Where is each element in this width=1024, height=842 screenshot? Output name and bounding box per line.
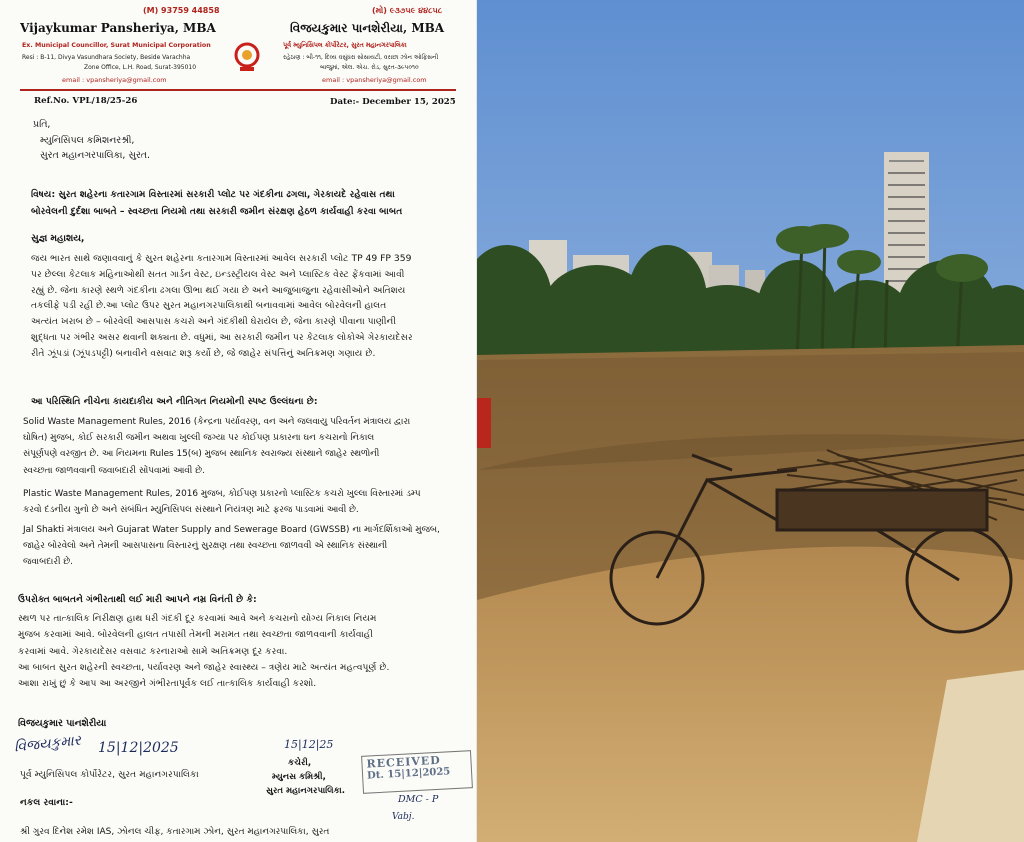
violation-solid-waste xyxy=(23,414,410,479)
request-heading: ઉપરોક્ત બાબતને ગંભીરતાથી લઈ મારી આપને નમ્ર વિનંતી છે કે: xyxy=(18,594,257,605)
left-email: email : vpansheriya@gmail.com xyxy=(62,76,167,84)
violation-line: જવાબદારી છે. xyxy=(23,557,73,568)
right-sender-name: વિજયકુમાર પાનશેરીયા, MBA xyxy=(290,21,445,35)
left-sender-title: Ex. Municipal Councillor, Surat Municipal Corporation xyxy=(22,42,211,49)
receipt-date-scribble: 15|12|25 xyxy=(284,738,334,751)
right-addr-line-2: બાજુમાં, એલ. એચ. રોડ, સુરત-૩૯૫૦૧૦ xyxy=(320,64,419,71)
letterhead-rule xyxy=(20,89,456,91)
recipient-line: સુરત મહાનગરપાલિકા, સુરત. xyxy=(40,150,150,162)
receipt-note: Vabj. xyxy=(392,812,415,822)
recipient-line: પ્રતિ, xyxy=(33,119,51,130)
left-phone: (M) 93759 44858 xyxy=(143,6,220,15)
body-line: પર છેલ્લા કેટલાક મહિનાઓથી સતત ગાર્ડન વેસ્ટ, ઇન્ડસ્ટ્રીયલ વેસ્ટ અને પ્લાસ્ટિક વેસ્ટ ફેંકવામાં આવી xyxy=(31,268,405,280)
stamp-date: Dt. 15|12|2025 xyxy=(366,766,451,782)
subject-block xyxy=(31,186,402,220)
handwritten-signature: વિજયકુમાર xyxy=(13,732,82,756)
site-photo-drawing xyxy=(477,0,1024,842)
emblem-logo xyxy=(230,40,264,74)
right-addr-line-1: રહેઠાણ : બી-૧૧, દિવ્ય વસુંધરા સોસાયટી, વરાછા ઝોન ઓફિસની xyxy=(283,54,439,61)
body-line: અત્યંત ખરાબ છે – બોરવેલી આસપાસ કચરો અને ગંદકીથી ઘેરાયેલ છે, જેના કારણે પીવાના પાણીની xyxy=(31,316,396,328)
body-line: રહ્યું છે. જેના કારણે સ્થળે ગંદકીના ઢગલા ઊભા થઈ ગયા છે અને આજુબાજુના રહેવાસીઓને અતિશય xyxy=(31,284,406,296)
request-paragraph xyxy=(18,611,389,692)
recipient-line: મ્યુનિસિપલ કમિશનરશ્રી, xyxy=(40,134,135,146)
request-line: આશા રાખું છું કે આપ આ અરજીને ગંભીરતાપૂર્વક લઈ તાત્કાલિક કાર્યવાહી કરશો. xyxy=(18,678,317,690)
violation-line: Jal Shakti મંત્રાલય અને Gujarat Water Supply and Sewerage Board (GWSSB) ના માર્ગદર્શિકાઓ મુજબ, xyxy=(23,525,440,535)
violation-line: સ્વચ્છતા જાળવવાની જવાબદારી સોંપવામાં આવી છે. xyxy=(23,465,205,476)
body-line: રીતે ઝૂંપડાં (ઝૂંપડપટ્ટી) બનાવીને વસવાટ શરૂ કર્યો છે, જે જાહેર સંપત્તિનું અતિક્રમણ ગણાય છે. xyxy=(31,347,376,359)
receipt-office-line: કચેરી, xyxy=(288,758,312,768)
handwritten-date: 15|12|2025 xyxy=(98,740,179,756)
receipt-office-line: સુરત મહાનગરપાલિકા. xyxy=(266,786,346,796)
letter-date: Date:- December 15, 2025 xyxy=(330,97,456,107)
violation-line: Solid Waste Management Rules, 2016 (કેન્દ્રના પર્યાવરણ, વન અને જલવાયુ પરિવર્તન મંત્રાલય દ્વારા xyxy=(23,417,411,427)
site-photo xyxy=(477,0,1024,842)
right-email: email : vpansheriya@gmail.com xyxy=(322,76,427,84)
violation-line: ઘોષિત) મુજબ, કોઈ સરકારી જમીન અથવા ખુલ્લી જગ્યા પર કોઈપણ પ્રકારના ઘન કચરાનો નિકાલ xyxy=(23,433,375,444)
complaint-letter xyxy=(0,0,476,842)
receipt-note: DMC - P xyxy=(398,794,439,805)
signatory-designation: પૂર્વ મ્યુનિસિપલ કોર્પોરેટર, સુરત મહાનગરપાલિકા xyxy=(20,769,199,780)
violation-line: Plastic Waste Management Rules, 2016 મુજબ, કોઈપણ પ્રકારનો પ્લાસ્ટિક કચરો ખુલ્લા વિસ્તારમાં ડમ્પ xyxy=(23,489,421,499)
person-red-shirt xyxy=(477,398,491,448)
body-paragraph xyxy=(31,251,413,362)
body-line: તકલીફે પડી રહી છે.આ પ્લોટ ઉપર સુરત મહાનગરપાલિકાથી બનાવવામાં આવેલ બોરવેલની હાલત xyxy=(31,300,387,312)
right-phone: (મો) ૯૩૭૫૯ ૪૪૮૫૮ xyxy=(372,6,443,15)
stamp-text: RECEIVED xyxy=(366,753,442,771)
left-resi-line-2: Zone Office, L.H. Road, Surat-395010 xyxy=(84,64,197,71)
left-sender-name: Vijaykumar Pansheriya, MBA xyxy=(20,21,216,35)
body-line: જય ભારત સાથે જણાવવાનું કે સુરત શહેરના કતારગામ વિસ્તારમાં આવેલ સરકારી પ્લોટ TP 49 FP 359 xyxy=(31,253,412,264)
violation-line: કરવો દંડનીય ગુનો છે અને સંબંધિત મ્યુનિસિપલ સંસ્થાને નિયંત્રણ માટે ફરજ પાડવામાં આવી છે. xyxy=(23,505,359,516)
violation-jal-shakti xyxy=(23,522,440,571)
received-stamp xyxy=(361,750,473,794)
request-line: કરવામાં આવે. ગેરકાયદેસર વસવાટ કરનારાઓ સામે અતિક્રમણ દૂર કરવા. xyxy=(18,645,288,657)
salutation: સુજ્ઞ મહાશય, xyxy=(31,233,85,244)
violation-line: જાહેર બોરવેલો અને તેમની આસપાસના વિસ્તારનું સુરક્ષણ તથા સ્વચ્છતા જાળવવી એ સ્થાનિક સંસ્થાની xyxy=(23,541,388,552)
left-resi-line-1: Resi : B-11, Divya Vasundhara Society, Beside Varachha xyxy=(22,54,191,61)
violations-heading: આ પરિસ્થિતિ નીચેના કાયદાકીય અને નીતિગત નિયમોની સ્પષ્ટ ઉલ્લંઘના છે: xyxy=(31,396,318,407)
copy-label: નકલ રવાના:- xyxy=(20,797,73,808)
violation-plastic-waste xyxy=(23,486,421,518)
right-sender-title: પૂર્વ મ્યુનિસિપલ કોર્પોરેટર, સુરત મહાનગરપાલિકા xyxy=(283,42,407,49)
violation-line: સંપૂર્ણપણે વરજીત છે. આ નિયમના Rules 15(બ) મુજબ સ્થાનિક સ્વરાજ્ય સંસ્થાને જાહેર સ્થળોની xyxy=(23,449,380,460)
subject-line: બોરવેલની દુર્દશા બાબતે – સ્વચ્છતા નિયમો તથા સરકારી જમીન સંરક્ષણ હેઠળ કાર્યવાહી કરવા બાબત xyxy=(31,206,403,217)
subject-line: વિષય: સુરત શહેરના કતારગામ વિસ્તારમાં સરકારી પ્લોટ પર ગંદકીના ઢગલા, ગેરકાયદે રહેવાસ તથા xyxy=(31,189,395,200)
request-line: સ્થળ પર તાત્કાલિક નિરીક્ષણ હાથ ધરી ગંદકી દૂર કરવામાં આવે અને કચરાનો યોગ્ય નિકાલ નિયમ xyxy=(18,613,377,624)
recipient-block xyxy=(33,117,150,164)
reference-number: Ref.No. VPL/18/25-26 xyxy=(34,96,138,106)
signatory-name: વિજયકુમાર પાનશેરીયા xyxy=(18,718,107,729)
copy-recipient: શ્રી ગુરવ દિનેશ રમેશ IAS, ઝોનલ ચીફ, કતારગામ ઝોન, સુરત મહાનગરપાલિકા, સુરત xyxy=(20,827,330,837)
request-line: આ બાબત સુરત શહેરની સ્વચ્છતા, પર્યાવરણ અને જાહેર સ્વાસ્થ્ય – ત્રણેય માટે અત્યંત મહત્વપૂર્ણ છે. xyxy=(18,661,390,673)
body-line: શુદ્ધતા પર ગંભીર અસર થવાની શક્યતા છે. વધુમાં, આ સરકારી જમીન પર કેટલાક લોકોએ ગેરકાયદેસર xyxy=(31,331,413,343)
receipt-office-line: મ્યુનસ કમિશ્રી, xyxy=(272,772,326,782)
request-line: મુજબ કરવામાં આવે. બોરવેલની હાલત તપાસી તેમની મરામત તથા સ્વચ્છતા જાળવવાની કાર્યવાહી xyxy=(18,629,373,641)
